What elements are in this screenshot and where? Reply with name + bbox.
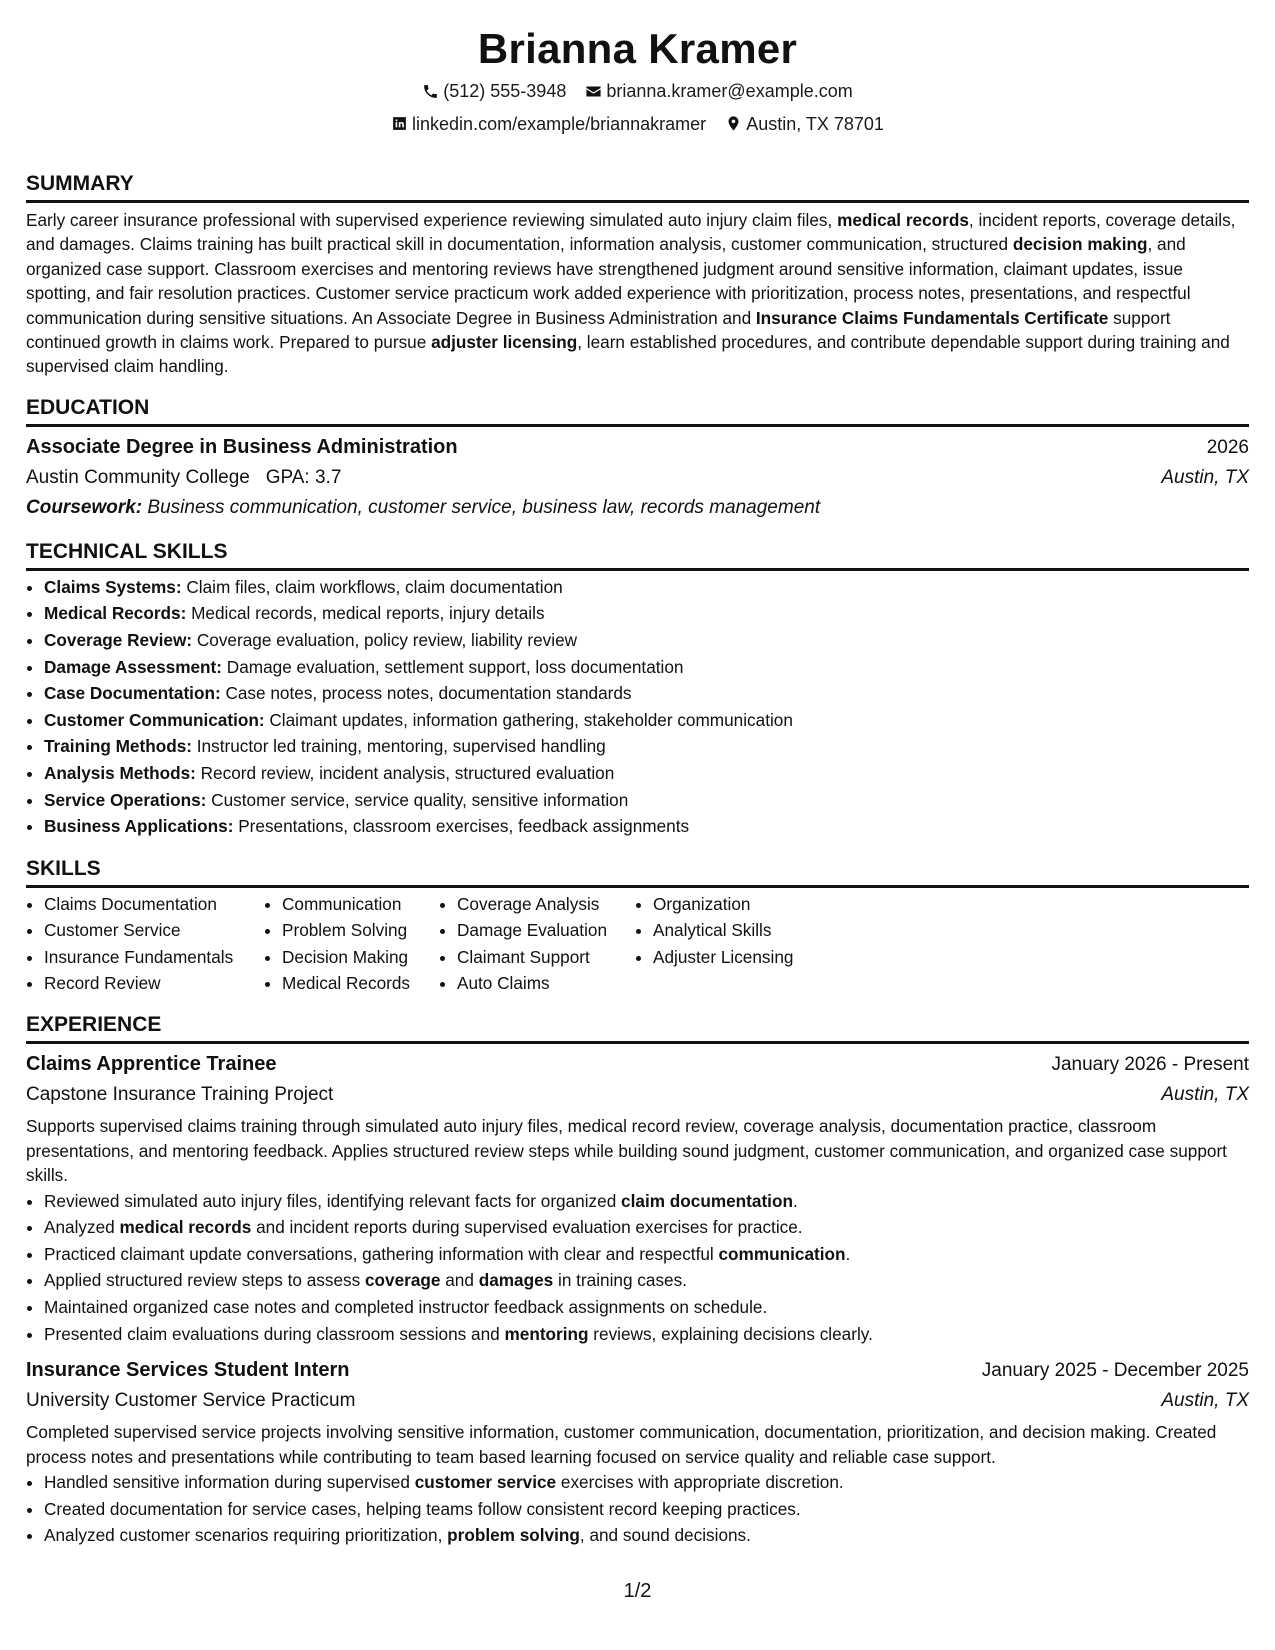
list-item bbox=[44, 1469, 1249, 1496]
bullet-text: Presented claim evaluations during classroom sessions and bbox=[44, 1323, 505, 1344]
bullet-text: Analyzed customer scenarios requiring prioritization, bbox=[44, 1525, 448, 1546]
bullet-text: . bbox=[792, 1190, 798, 1211]
skills-heading: SKILLS bbox=[26, 856, 1249, 888]
bullet-text: Created documentation for service cases, helping teams follow consistent record keeping practices. bbox=[44, 1498, 801, 1519]
bullet-text: Reviewed simulated auto injury files, identifying relevant facts for organized bbox=[44, 1190, 622, 1211]
bullet-text: Maintained organized case notes and completed instructor feedback assignments on schedule. bbox=[44, 1297, 768, 1317]
skills-section bbox=[26, 856, 1249, 997]
bullet-text: exercises with appropriate discretion. bbox=[556, 1472, 844, 1492]
job-bullets bbox=[26, 1469, 1249, 1549]
technical-skills-heading: TECHNICAL SKILLS bbox=[26, 539, 1249, 571]
bullet-text: . bbox=[845, 1243, 851, 1264]
contact-line-2 bbox=[26, 109, 1249, 142]
bullet-text: in training cases. bbox=[553, 1270, 687, 1291]
summary-section bbox=[26, 171, 1249, 379]
contact-line-1 bbox=[26, 76, 1249, 109]
skill-category: Claims Systems: bbox=[44, 576, 182, 597]
bullet-text: and incident reports during supervised evaluation exercises for practice. bbox=[251, 1217, 803, 1238]
bullet-text: reviews, explaining decisions clearly. bbox=[588, 1323, 873, 1344]
page-number: 1/2 bbox=[623, 1580, 652, 1602]
job-title: Insurance Services Student Intern bbox=[26, 1359, 350, 1382]
list-item bbox=[44, 733, 1249, 760]
candidate-name: Brianna Kramer bbox=[477, 25, 798, 72]
bullet-text: , and sound decisions. bbox=[579, 1525, 751, 1546]
bullet-bold: communication bbox=[718, 1243, 846, 1264]
resume-header bbox=[26, 22, 1249, 141]
phone-icon bbox=[422, 83, 439, 100]
summary-part: , incident reports, coverage details, and damages. Claims training has built practical skill in documentation, information analysis, customer communication, structured bbox=[26, 210, 1236, 255]
skill-detail: Claimant updates, information gathering, stakeholder communication bbox=[264, 709, 793, 730]
summary-bold: Insurance Claims Fundamentals Certificate bbox=[755, 307, 1109, 328]
education-heading: EDUCATION bbox=[26, 395, 1249, 427]
skill-item: • Communication bbox=[282, 891, 439, 917]
list-item bbox=[44, 813, 1249, 840]
job-description: Completed supervised service projects involving sensitive information, customer communication, documentation, prioritization, and decision making. Created process notes and presentations while contributing to team based learning focused on service quality and reliable case support. bbox=[26, 1422, 1217, 1467]
list-item bbox=[44, 574, 1249, 601]
linkedin-text[interactable]: linkedin.com/example/briannakramer bbox=[412, 113, 707, 134]
graduation-year: 2026 bbox=[1206, 436, 1249, 458]
skill-item: • Insurance Fundamentals bbox=[44, 944, 264, 970]
list-item bbox=[44, 680, 1249, 707]
bullet-text: Applied structured review steps to assess bbox=[44, 1270, 365, 1291]
skill-item: • Coverage Analysis bbox=[457, 891, 635, 917]
map-pin-icon bbox=[725, 115, 742, 132]
list-item bbox=[44, 654, 1249, 681]
coursework-label: Coursework: bbox=[26, 496, 143, 518]
skills-column bbox=[439, 891, 635, 997]
location-contact bbox=[725, 109, 884, 139]
skill-detail: Customer service, service quality, sensitive information bbox=[206, 789, 629, 810]
summary-part: Early career insurance professional with supervised experience reviewing simulated auto injury claim files, bbox=[26, 210, 838, 230]
experience-heading: EXPERIENCE bbox=[26, 1012, 1249, 1044]
summary-part: , learn established procedures, and contribute dependable support during training and supervised claim handling. bbox=[26, 332, 1230, 377]
summary-bold: medical records bbox=[837, 210, 969, 230]
skill-item: • Claimant Support bbox=[457, 944, 635, 970]
summary-text bbox=[26, 208, 1249, 379]
skill-item: • Medical Records bbox=[282, 970, 439, 996]
skill-item: • Adjuster Licensing bbox=[653, 944, 853, 970]
skill-category: Medical Records: bbox=[44, 603, 187, 624]
linkedin-icon bbox=[391, 115, 408, 132]
skill-category: Coverage Review: bbox=[44, 630, 193, 651]
skill-category: Training Methods: bbox=[44, 736, 192, 757]
skill-item: • Customer Service bbox=[44, 917, 264, 943]
job-bullets bbox=[26, 1188, 1249, 1348]
coursework-line bbox=[26, 493, 1249, 523]
list-item bbox=[44, 1241, 1249, 1268]
skill-item: • Analytical Skills bbox=[653, 917, 853, 943]
summary-bold: decision making bbox=[1012, 234, 1148, 255]
skill-detail: Medical records, medical reports, injury details bbox=[186, 603, 545, 624]
skill-category: Business Applications: bbox=[44, 816, 234, 837]
skill-item: • Problem Solving bbox=[282, 917, 439, 943]
list-item bbox=[44, 1294, 1249, 1321]
skill-item: • Decision Making bbox=[282, 944, 439, 970]
skill-category: Damage Assessment: bbox=[44, 656, 223, 677]
job-title: Claims Apprentice Trainee bbox=[26, 1053, 277, 1076]
linkedin-contact[interactable] bbox=[391, 109, 706, 139]
skill-category: Customer Communication: bbox=[44, 709, 265, 730]
bullet-text: Handled sensitive information during supervised bbox=[44, 1472, 415, 1492]
job-description: Supports supervised claims training through simulated auto injury files, medical record review, coverage analysis, documentation practice, classroom presentations, and mentoring feedback. Applies structured review steps while building sound judgment, customer communication, and organized case support skills. bbox=[26, 1116, 1227, 1186]
skill-detail: Damage evaluation, settlement support, loss documentation bbox=[222, 656, 684, 677]
location-text: Austin, TX 78701 bbox=[746, 113, 884, 134]
list-item bbox=[44, 1267, 1249, 1294]
gpa: GPA: 3.7 bbox=[265, 466, 342, 488]
list-item bbox=[44, 1522, 1249, 1549]
list-item bbox=[44, 627, 1249, 654]
summary-part: support continued growth in claims work. Prepared to pursue bbox=[26, 307, 1171, 353]
list-item bbox=[44, 1214, 1249, 1241]
list-item bbox=[44, 707, 1249, 734]
bullet-text: Analyzed bbox=[44, 1217, 120, 1238]
coursework-text: Business communication, customer service, business law, records management bbox=[142, 496, 821, 518]
bullet-bold: coverage bbox=[364, 1270, 441, 1291]
phone-contact bbox=[422, 76, 566, 106]
job-organization: University Customer Service Practicum bbox=[26, 1390, 356, 1412]
summary-part: , and organized case support. Classroom exercises and mentoring reviews have strengthened judgment around sensitive information, claimant updates, issue spotting, and fair resolution practices. Customer service practicum work added experience with prioritization, process notes, presentations, and respectful communication during sensitive situations. An Associate Degree in Business Administration and bbox=[26, 234, 1191, 328]
bullet-bold: problem solving bbox=[447, 1525, 580, 1546]
school-location: Austin, TX bbox=[1161, 466, 1249, 488]
skill-detail: Record review, incident analysis, structured evaluation bbox=[195, 763, 615, 783]
skill-item: • Organization bbox=[653, 891, 853, 917]
education-section bbox=[26, 395, 1249, 523]
bullet-bold: claim documentation bbox=[621, 1190, 793, 1211]
envelope-icon bbox=[585, 83, 602, 100]
skill-detail: Case notes, process notes, documentation standards bbox=[220, 683, 632, 704]
skill-detail: Presentations, classroom exercises, feedback assignments bbox=[233, 816, 690, 837]
skills-column bbox=[264, 891, 439, 997]
job-dates: January 2026 - Present bbox=[1051, 1054, 1249, 1076]
bullet-text: Practiced claimant update conversations, gathering information with clear and respectful bbox=[44, 1243, 719, 1264]
list-item bbox=[44, 787, 1249, 814]
email-contact[interactable] bbox=[585, 76, 852, 106]
bullet-text: and bbox=[440, 1270, 479, 1291]
skill-category: Case Documentation: bbox=[44, 683, 221, 704]
skills-grid bbox=[26, 891, 1249, 997]
bullet-bold: medical records bbox=[119, 1217, 252, 1238]
skill-item: • Record Review bbox=[44, 970, 264, 996]
skill-item: • Claims Documentation bbox=[44, 891, 264, 917]
skill-category: Service Operations: bbox=[44, 789, 207, 810]
summary-heading: SUMMARY bbox=[26, 171, 1249, 203]
experience-section bbox=[26, 1012, 1249, 1548]
email-text[interactable]: brianna.kramer@example.com bbox=[606, 81, 853, 101]
list-item bbox=[44, 1321, 1249, 1348]
bullet-bold: mentoring bbox=[504, 1323, 589, 1344]
degree-name: Associate Degree in Business Administration bbox=[26, 435, 458, 458]
school-line bbox=[26, 463, 341, 493]
phone-text: (512) 555-3948 bbox=[443, 81, 567, 101]
skill-item: • Damage Evaluation bbox=[457, 917, 635, 943]
job-location: Austin, TX bbox=[1161, 1390, 1249, 1412]
skills-column bbox=[26, 891, 264, 997]
skill-detail: Coverage evaluation, policy review, liability review bbox=[192, 630, 578, 651]
experience-entry bbox=[26, 1355, 1249, 1549]
education-entry bbox=[26, 432, 1249, 523]
skill-detail: Claim files, claim workflows, claim documentation bbox=[181, 576, 563, 597]
technical-skills-section bbox=[26, 539, 1249, 840]
technical-skills-list bbox=[26, 574, 1249, 840]
school-name: Austin Community College bbox=[26, 466, 250, 488]
skill-category: Analysis Methods: bbox=[44, 763, 196, 783]
job-organization: Capstone Insurance Training Project bbox=[26, 1084, 334, 1106]
skill-item: • Auto Claims bbox=[457, 970, 635, 996]
skill-detail: Instructor led training, mentoring, supervised handling bbox=[192, 736, 606, 757]
list-item bbox=[44, 600, 1249, 627]
bullet-bold: customer service bbox=[414, 1472, 557, 1492]
experience-entry bbox=[26, 1049, 1249, 1347]
bullet-bold: damages bbox=[478, 1270, 554, 1291]
list-item bbox=[44, 1496, 1249, 1523]
list-item bbox=[44, 1188, 1249, 1215]
skills-column bbox=[635, 891, 853, 997]
summary-bold: adjuster licensing bbox=[431, 332, 578, 353]
job-dates: January 2025 - December 2025 bbox=[981, 1360, 1249, 1382]
job-location: Austin, TX bbox=[1161, 1084, 1249, 1106]
list-item bbox=[44, 760, 1249, 787]
